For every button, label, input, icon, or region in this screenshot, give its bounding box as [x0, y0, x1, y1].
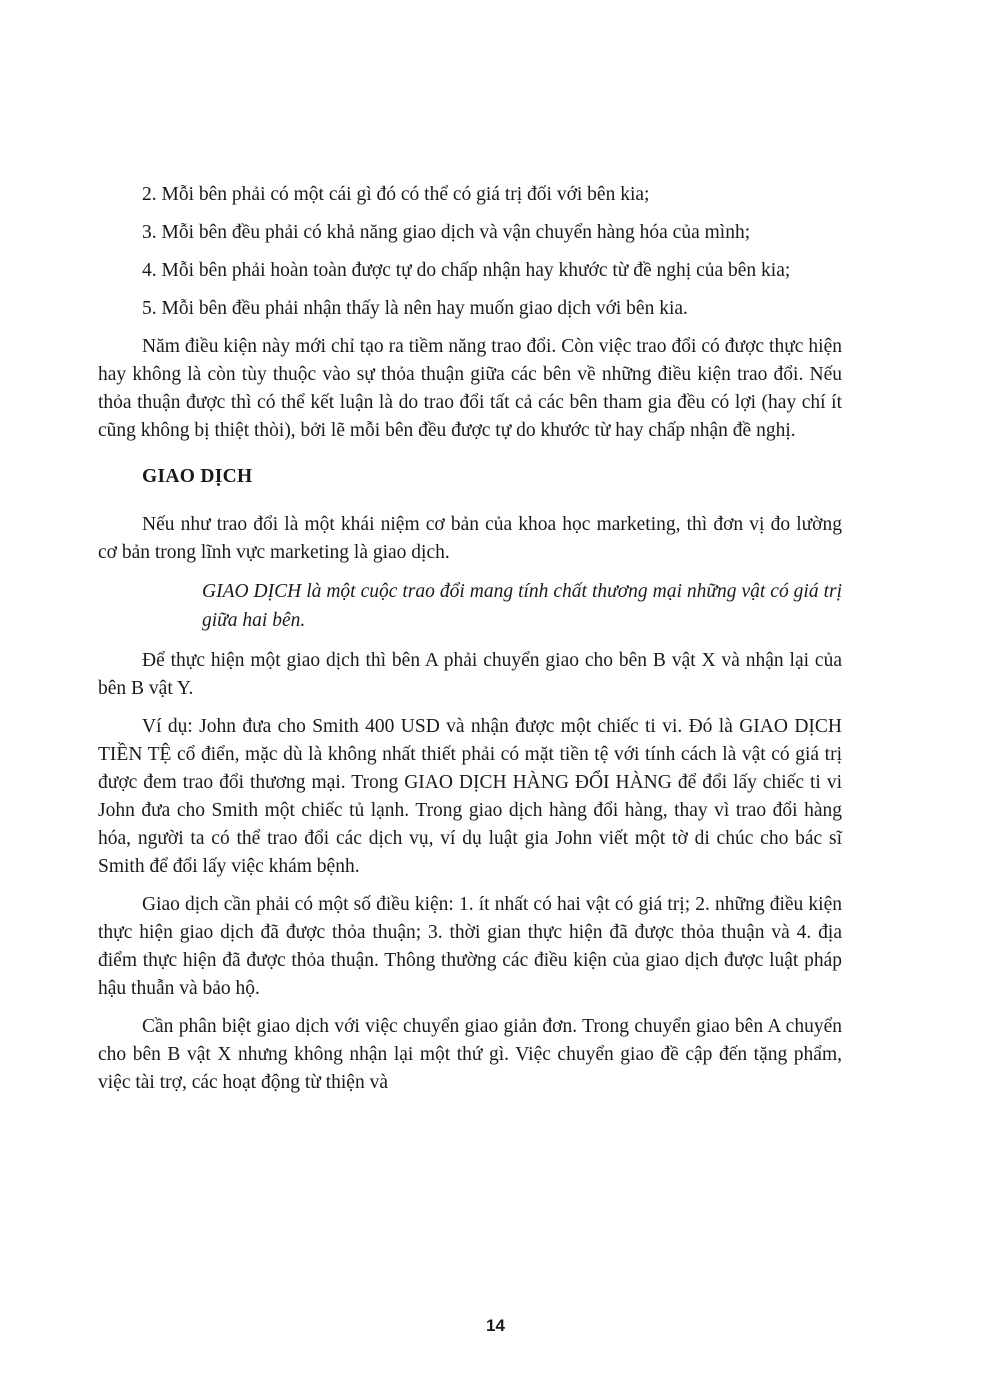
paragraph-conditions: Giao dịch cần phải có một số điều kiện: 1. ít nhất có hai vật có giá trị; 2. những điều kiện thực hiện giao dịch đã được thỏa thuận; 3. thời gian thực hiện đã được thỏa thuận và 4. địa điểm thực hiện đã được thỏa thuận. Thông thường các điều kiện của giao dịch được luật pháp hậu thuẫn và bảo hộ.: [98, 894, 842, 999]
page-number: 14: [486, 1316, 505, 1335]
list-item-condition-5: 5. Mỗi bên đều phải nhận thấy là nên hay muốn giao dịch với bên kia.: [142, 298, 688, 319]
paragraph-transaction-unit: Nếu như trao đổi là một khái niệm cơ bản của khoa học marketing, thì đơn vị đo lường cơ bản trong lĩnh vực marketing là giao dịch.: [98, 514, 842, 563]
list-item-condition-2: 2. Mỗi bên phải có một cái gì đó có thể có giá trị đối với bên kia;: [142, 184, 650, 205]
paragraph-five-conditions: Năm điều kiện này mới chỉ tạo ra tiềm năng trao đổi. Còn việc trao đổi có được thực hiện hay không là còn tùy thuộc vào sự thỏa thuận giữa các bên về những điều kiện trao đổi. Nếu thỏa thuận được thì có thể kết luận là do trao đổi tất cả các bên tham gia đều có lợi (hay chí ít cũng không bị thiệt thòi), bởi lẽ mỗi bên đều được tự do khước từ hay chấp nhận đề nghị.: [98, 336, 842, 441]
list-item-condition-3: 3. Mỗi bên đều phải có khả năng giao dịch và vận chuyển hàng hóa của mình;: [142, 222, 751, 243]
list-item-condition-4: 4. Mỗi bên phải hoàn toàn được tự do chấp nhận hay khước từ đề nghị của bên kia;: [142, 260, 791, 281]
section-heading: GIAO DỊCH: [142, 466, 253, 487]
paragraph-transfer: Cần phân biệt giao dịch với việc chuyển giao giản đơn. Trong chuyển giao bên A chuyển cho bên B vật X nhưng không nhận lại một thứ gì. Việc chuyển giao đề cập đến tặng phẩm, việc tài trợ, các hoạt động từ thiện và: [98, 1016, 842, 1093]
definition-transaction: GIAO DỊCH là một cuộc trao đổi mang tính chất thương mại những vật có giá trị giữa hai bên.: [202, 581, 842, 631]
page-body: [98, 181, 842, 1107]
paragraph-transaction-mechanics: Để thực hiện một giao dịch thì bên A phải chuyển giao cho bên B vật X và nhận lại của bên B vật Y.: [98, 650, 842, 699]
paragraph-example: Ví dụ: John đưa cho Smith 400 USD và nhận được một chiếc ti vi. Đó là GIAO DỊCH TIỀN TỆ cổ điển, mặc dù là không nhất thiết phải có mặt tiền tệ với tính cách là vật có giá trị được đem trao đổi thương mại. Trong GIAO DỊCH HÀNG ĐỔI HÀNG để đổi lấy chiếc ti vi John đưa cho Smith một chiếc tủ lạnh. Trong giao dịch hàng đổi hàng, thay vì trao đổi hàng hóa, người ta có thể trao đổi các dịch vụ, ví dụ luật gia John viết một tờ di chúc cho bác sĩ Smith để đổi lấy việc khám bệnh.: [98, 716, 842, 877]
